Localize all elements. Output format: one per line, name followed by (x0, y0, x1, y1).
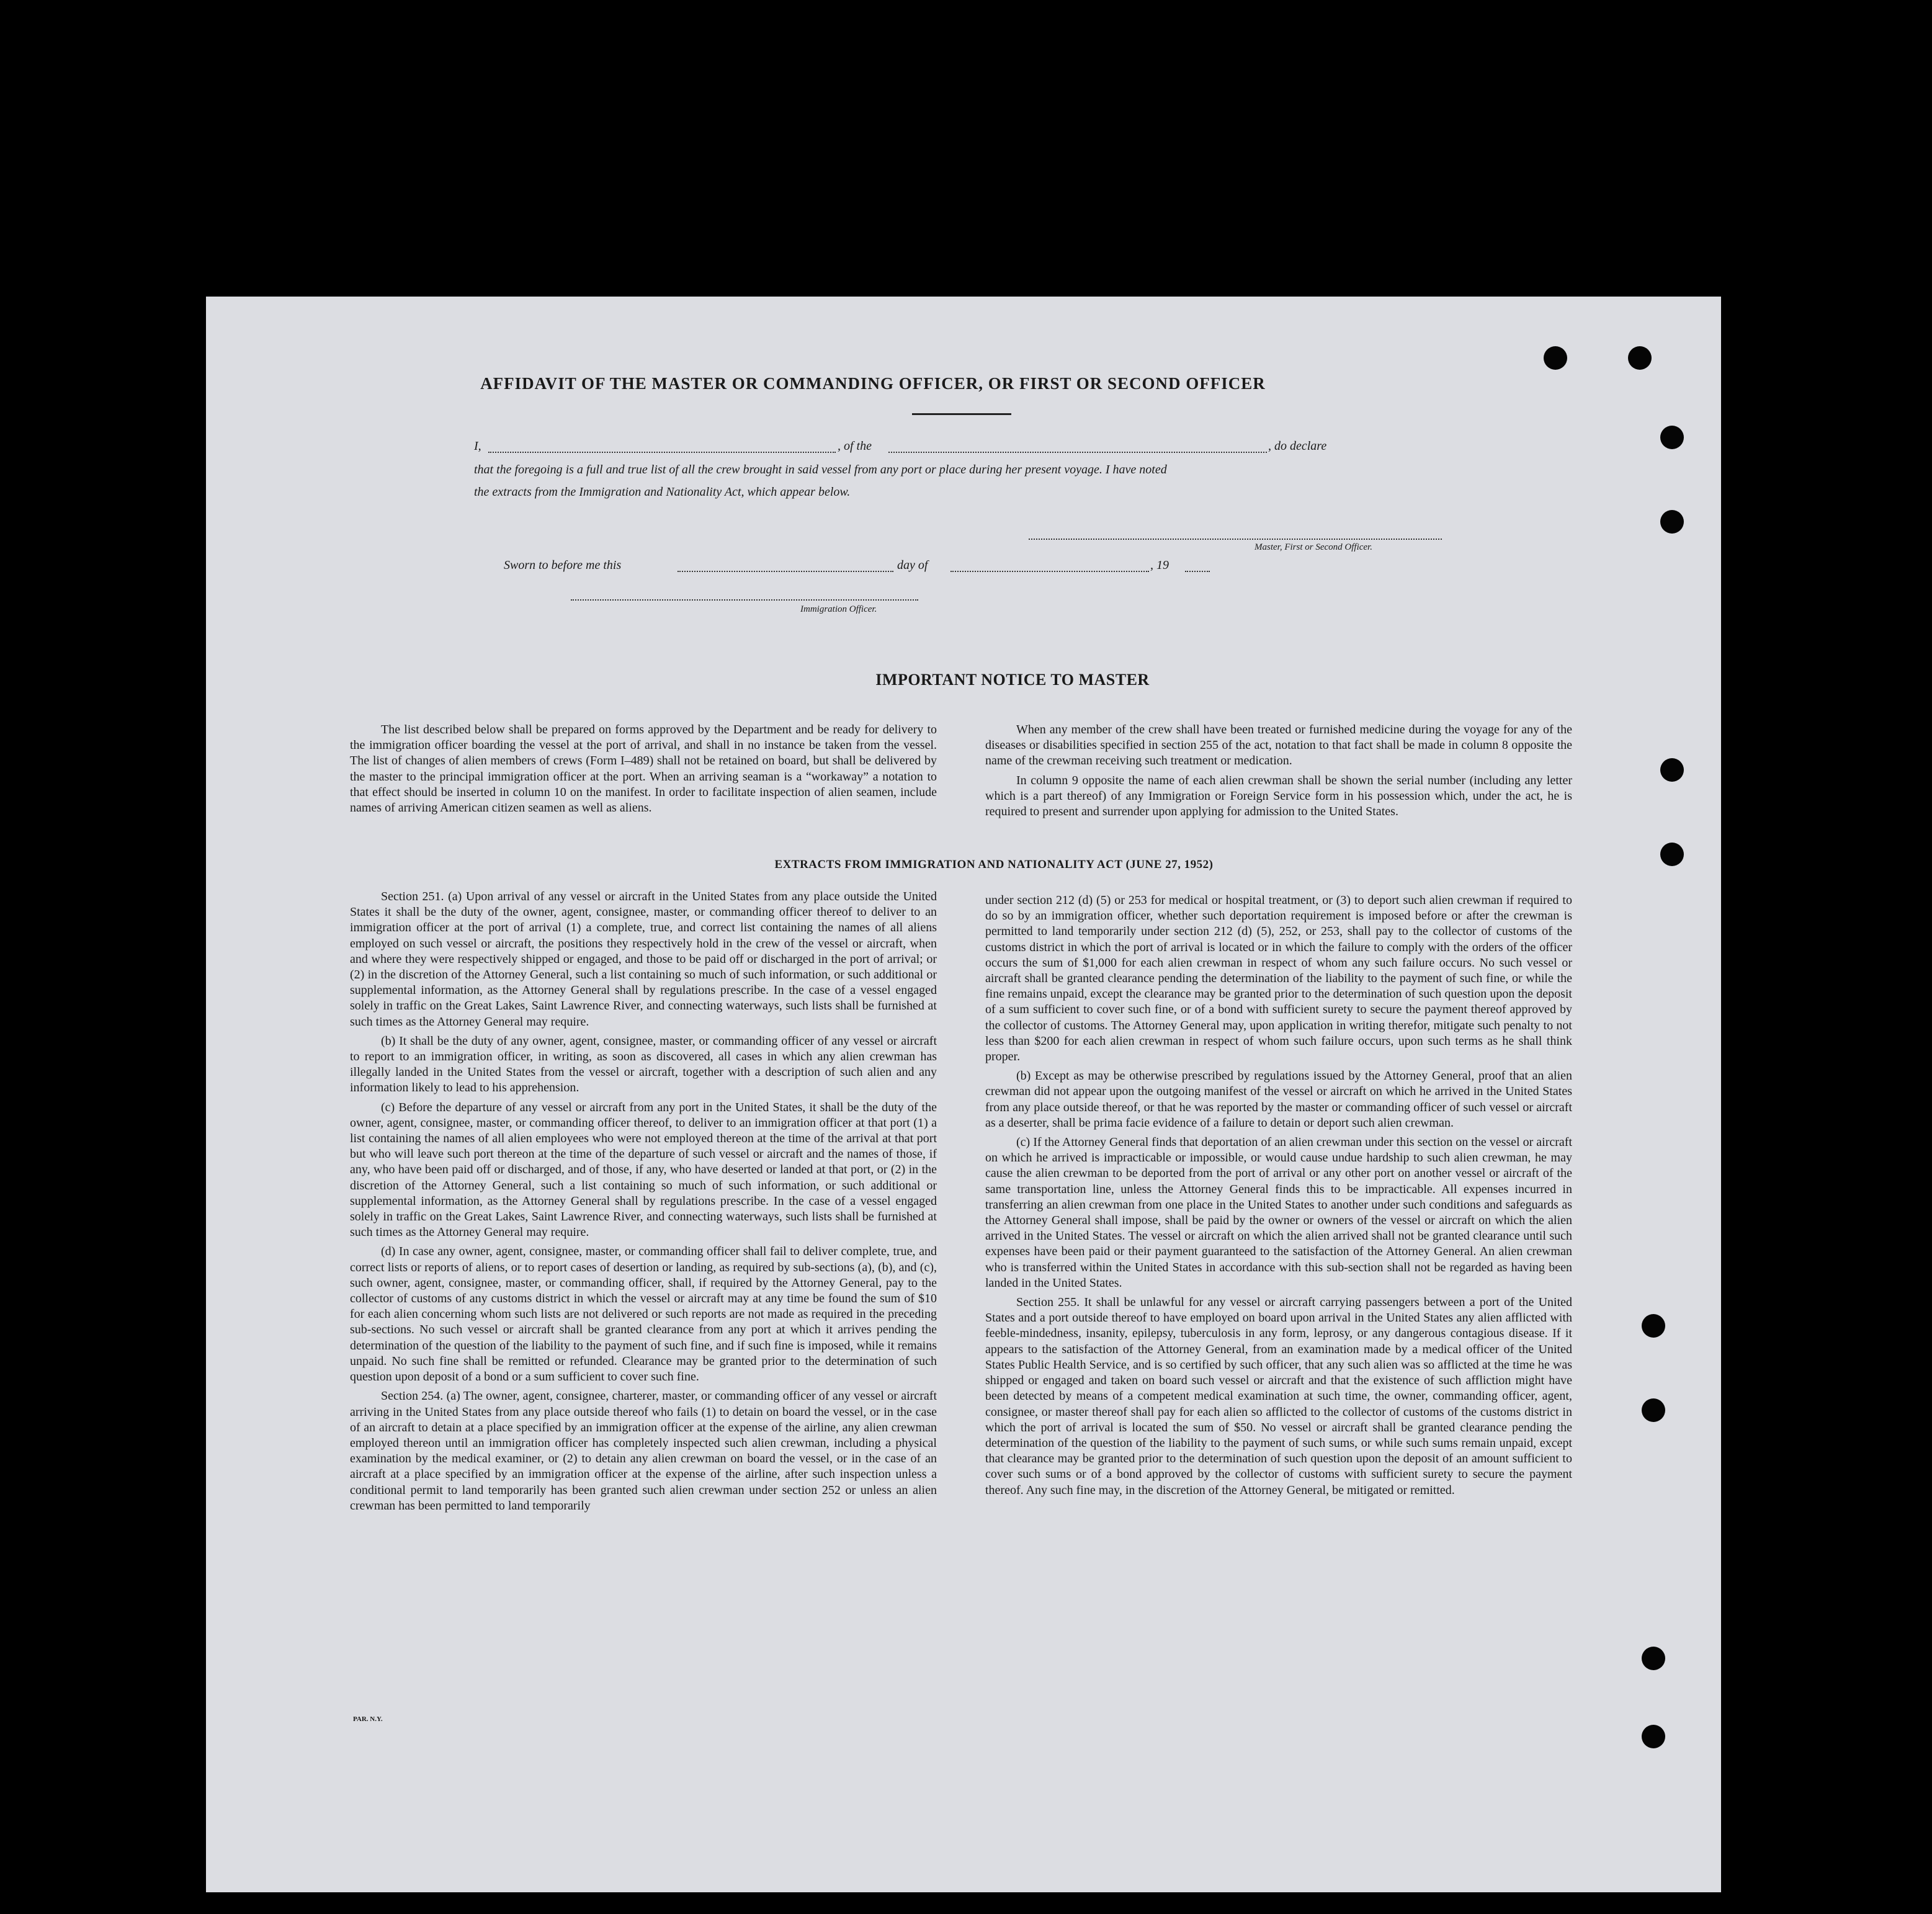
extracts-left-column (350, 889, 937, 1514)
section-254-a: Section 254. (a) The owner, agent, consignee, charterer, master, or commanding officer of any vessel or aircraft arriving in the United States from any place outside thereof who fails (1) to detain on board the vessel, or in the case of an aircraft to detain at a place specified by an immigration officer at the expense of the airline, any alien crewman employed thereon until an immigration officer has completely inspected such alien crewman, including a physical examination by the medical examiner, or (2) to detain any alien crewman on board the vessel, or in the case of an aircraft at a place specified by an immigration officer at the expense of the airline, after such inspection unless a conditional permit to land temporarily has been granted such alien crewman under section 252 or unless an alien crewman has been permitted to land temporarily (350, 1389, 937, 1513)
year-text: , 19 (1150, 558, 1169, 572)
document-page (206, 297, 1721, 1892)
name-blank[interactable] (488, 452, 836, 453)
notice-paragraph: When any member of the crew shall have been treated or furnished medicine during the voyage for any of the diseases or disabilities specified in section 255 of the act, notation to that fact shall be made in column 8 opposite the name of the crewman receiving such treatment or medication. (985, 723, 1572, 768)
binder-hole (1544, 346, 1567, 370)
affidavit-extracts-note: the extracts from the Immigration and Nationality Act, which appear below. (474, 485, 851, 499)
binder-hole (1642, 1314, 1665, 1338)
binder-hole (1642, 1398, 1665, 1422)
notice-paragraph: In column 9 opposite the name of each alien crewman shall be shown the serial number (including any letter which is a part thereof) of any Immigration or Foreign Service form in his possession which, under the act, he is required to present and surrender upon applying for admission to the United States. (985, 773, 1572, 819)
printer-mark: PAR. N.Y. (353, 1715, 383, 1723)
binder-hole (1660, 510, 1684, 534)
binder-hole (1642, 1647, 1665, 1670)
binder-hole (1660, 758, 1684, 782)
vessel-blank[interactable] (888, 452, 1267, 453)
master-signature-line[interactable] (1029, 539, 1442, 540)
sworn-day-blank[interactable] (678, 571, 893, 572)
sworn-text: Sworn to before me this (504, 558, 622, 572)
section-251-c: (c) Before the departure of any vessel or aircraft from any port in the United States, it shall be the duty of the owner, agent, consignee, master, or commanding officer thereof, to deliver to an immigration officer at that port (1) a list containing the names of all alien employees who were not employed thereon at the time of the arrival at that port but who will leave such port thereon at the time of the departure of such vessel or aircraft and the names of those, if any, who have been paid off or discharged, and of those, if any, who have deserted or landed at that port, or (2) in the discretion of the Attorney General, such a list containing so much of such information, or such additional or supplemental information, as the Attorney General shall by regulations prescribe. In the case of a vessel engaged solely in traffic on the Great Lakes, Saint Lawrence River, and connecting waterways, such lists shall be furnished at such times as the Attorney General may require. (350, 1100, 937, 1240)
title-rule (912, 413, 1011, 415)
binder-hole (1642, 1725, 1665, 1748)
notice-paragraph: The list described below shall be prepared on forms approved by the Department and be ready for delivery to the immigration officer boarding the vessel at the port of arrival, and shall in no instance be taken from the vessel. The list of changes of alien members of crews (Form I–489) shall not be retained on board, but shall be delivered by the master to the principal immigration officer at the port. When an arriving seaman is a “workaway” a notation to that effect should be inserted in column 10 on the manifest. In order to facilitate inspection of alien seamen, include names of arriving American citizen seamen as well as aliens. (350, 723, 937, 815)
master-signature-label: Master, First or Second Officer. (1254, 542, 1372, 552)
extracts-right-column (985, 893, 1572, 1498)
binder-hole (1628, 346, 1652, 370)
affidavit-i: I, (474, 439, 481, 453)
officer-signature-line[interactable] (571, 599, 918, 601)
day-of-text: day of (897, 558, 928, 572)
notice-left-column (350, 722, 937, 816)
sworn-month-blank[interactable] (950, 571, 1149, 572)
sworn-year-blank[interactable] (1185, 571, 1210, 572)
section-251-b: (b) It shall be the duty of any owner, agent, consignee, master, or commanding officer of any vessel or aircraft to report to an immigration officer, in writing, as soon as discovered, all cases in which any alien crewman has illegally landed in the United States from the vessel or aircraft, together with a description of such alien and any information likely to lead to his apprehension. (350, 1034, 937, 1095)
affidavit-of-the: , of the (838, 439, 872, 453)
section-254-b: (b) Except as may be otherwise prescribed by regulations issued by the Attorney General, proof that an alien crewman did not appear upon the outgoing manifest of the vessel or aircraft on which he arrived in the United States from any place outside thereof, or that he was reported by the master or commanding officer of such vessel or aircraft as a deserter, shall be prima facie evidence of a failure to detain or deport such alien crewman. (985, 1069, 1572, 1130)
section-251-d: (d) In case any owner, agent, consignee, master, or commanding officer shall fail to deliver complete, true, and correct lists or reports of aliens, or to report cases of desertion or landing, as required by sub-sections (a), (b), and (c), such owner, agent, consignee, master, or commanding officer, shall, if required by the Attorney General, pay to the collector of customs of any customs district in which the vessel or aircraft may at any time be found the sum of $10 for each alien concerning whom such lists are not delivered or such reports are not made as required in the preceding sub-sections. No such vessel or aircraft shall be granted clearance from any port at which it arrives pending the determination of the question of the liability to the payment of such fine, and if such fine is imposed, while it remains unpaid. No such fine shall be remitted or refunded. Clearance may be granted prior to the determination of such question upon deposit of a bond or a sum sufficient to cover such fine. (350, 1245, 937, 1384)
binder-hole (1660, 426, 1684, 449)
section-255: Section 255. It shall be unlawful for any vessel or aircraft carrying passengers between a port of the United States and a port outside thereof to have employed on board upon arrival in the United States any alien afflicted with feeble-mindedness, insanity, epilepsy, tuberculosis in any form, leprosy, or any dangerous contagious disease. If it appears to the satisfaction of the Attorney General, from an examination made by a medical officer of the United States Public Health Service, and is so certified by such officer, that any such alien was so afflicted at the time he was shipped or engaged and taken on board such vessel or aircraft and that the existence of such affliction might have been detected by means of a competent medical examination at such time, the owner, commanding officer, agent, consignee, or master thereof shall pay for each alien so afflicted to the collector of customs of the customs district in which the port of arrival is located the sum of $50. No vessel or aircraft shall be granted clearance pending the determination of the question of the liability to the payment of such sums, or while such sums remain unpaid, except that clearance may be granted prior to the determination of such question upon the deposit of an amount sufficient to cover such sums or of a bond approved by the collector of customs with sufficient surety to secure the payment thereof. Any such fine may, in the discretion of the Attorney General, be mitigated or remitted. (985, 1295, 1572, 1497)
affidavit-declare: , do declare (1268, 439, 1327, 453)
section-254-c: (c) If the Attorney General finds that deportation of an alien crewman under this section on the vessel or aircraft on which he arrived is impracticable or impossible, or would cause undue hardship to such alien crewman, he may cause the alien crewman to be deported from the port of arrival or any other port on another vessel or aircraft of the same transportation line, unless the Attorney General finds this to be impracticable. All expenses incurred in transferring an alien crewman from one place in the United States to another under such conditions and safeguards as the Attorney General shall impose, shall be paid by the owner or owners of the vessel or aircraft on which the alien arrived in the United States. The vessel or aircraft on which the alien arrived shall not be granted clearance until such expenses have been paid or their payment guaranteed to the satisfaction of the Attorney General. An alien crewman who is transferred within the United States in accordance with this sub-section shall not be regarded as having been landed in the United States. (985, 1135, 1572, 1290)
notice-title: IMPORTANT NOTICE TO MASTER (875, 671, 1150, 689)
officer-signature-label: Immigration Officer. (800, 604, 877, 614)
affidavit-statement: that the foregoing is a full and true list of all the crew brought in said vessel from any port or place during her present voyage. I have noted (474, 463, 1167, 476)
section-254-a-cont: under section 212 (d) (5) or 253 for medical or hospital treatment, or (3) to deport such alien crewman if required to do so by an immigration officer, whether such deportation requirement is imposed before or after the crewman is permitted to land temporarily under section 212 (d) (5), 252, or 253, shall pay to the collector of customs of the customs district in which the port of arrival is located or in which the failure to comply with the orders of the officer occurs the sum of $1,000 for each alien crewman in respect of whom any such failure occurs. No such vessel or aircraft shall be granted clearance pending the determination of the liability to the payment of such fine, or while the fine remains unpaid, except the clearance may be granted prior to the determination of such question upon the deposit of a sum sufficient to cover such fine, or of a bond with sufficient surety to secure the payment thereof approved by the collector of customs. The Attorney General may, upon application in writing therefor, mitigate such penalty to not less than $200 for each alien crewman in respect of whom such failure occurs, upon such terms as he shall think proper. (985, 893, 1572, 1064)
section-251-a: Section 251. (a) Upon arrival of any vessel or aircraft in the United States from any place outside the United States it shall be the duty of the owner, agent, consignee, master, or commanding officer thereof to deliver to an immigration officer at the port of arrival (1) a complete, true, and correct list containing the names of all aliens employed on such vessel or aircraft, the positions they respectively hold in the crew of the vessel or aircraft, when and where they were respectively shipped or engaged, and those to be paid off or discharged in the port of arrival; or (2) in the discretion of the Attorney General, such a list containing so much of such information, or such additional or supplemental information, as the Attorney General shall by regulations prescribe. In the case of a vessel engaged solely in traffic on the Great Lakes, Saint Lawrence River, and connecting waterways, such lists shall be furnished at such times as the Attorney General may require. (350, 890, 937, 1029)
affidavit-title: AFFIDAVIT OF THE MASTER OR COMMANDING OFFICER, OR FIRST OR SECOND OFFICER (480, 374, 1266, 393)
extracts-title: EXTRACTS FROM IMMIGRATION AND NATIONALITY ACT (JUNE 27, 1952) (774, 858, 1214, 871)
notice-right-column (985, 722, 1572, 820)
binder-hole (1660, 843, 1684, 866)
